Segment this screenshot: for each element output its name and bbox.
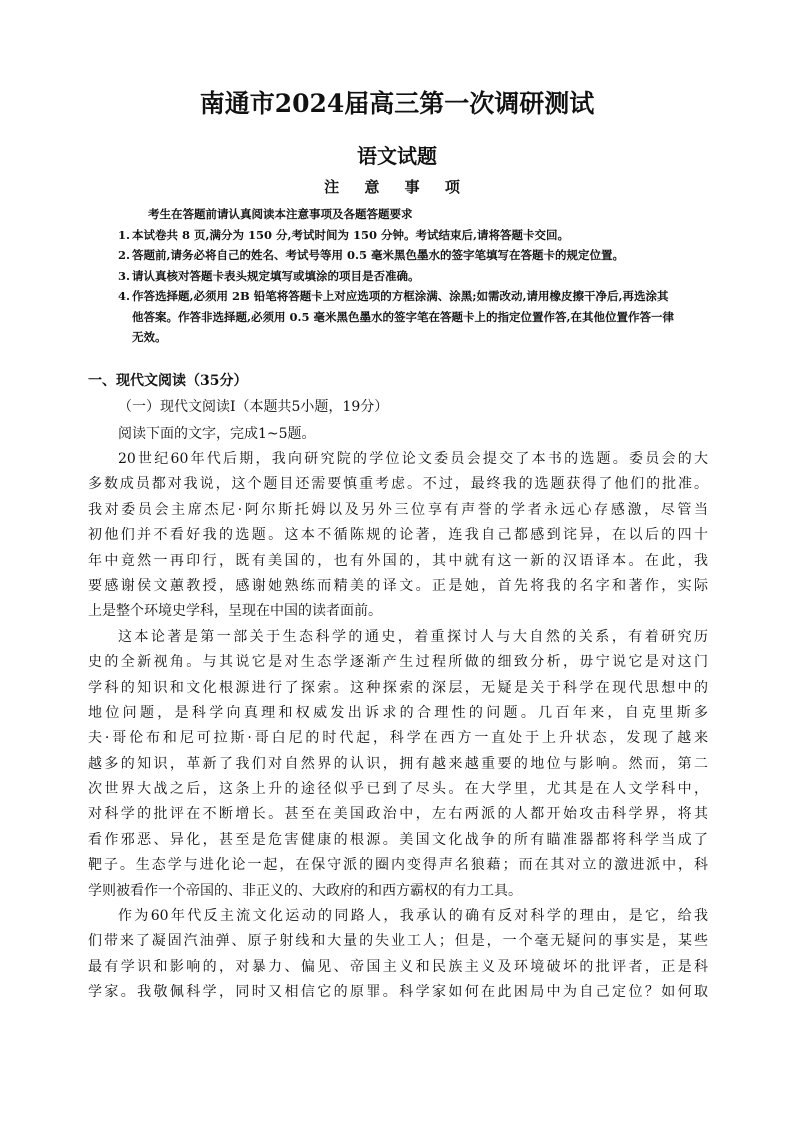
notice-item-text: 答题前,请务必将自己的姓名、考试号等用 0.5 毫米黑色墨水的签字笔填写在答题卡的规定位置。 — [132, 248, 625, 262]
passage-line: 地位问题，是科学向真理和权威发出诉求的合理性的问题。几百年来，自克里斯多 — [88, 704, 708, 721]
passage-line: 这本论著是第一部关于生态科学的通史，着重探讨人与大自然的关系，有着研究历 — [118, 628, 708, 645]
notice-block — [118, 204, 678, 348]
notice-item-text: 作答选择题,必须用 2B 铅笔将答题卡上对应选项的方框涂满、涂黑;如需改动,请用橡皮擦干净后,再选涂其他答案。作答非选择题,必须用 0.5 毫米黑色墨水的签字笔在答题卡上的指定位置作答,在其他位置作答一律无效。 — [132, 289, 675, 344]
reading-passage — [88, 447, 708, 1006]
passage-line: 年中竟然一再印行，既有美国的，也有外国的，其中就有这一新的汉语译本。在此，我 — [88, 552, 708, 569]
passage-line: 对科学的批评在不断增长。甚至在美国政治中，左右两派的人都开始攻击科学界，将其 — [88, 806, 708, 823]
notice-item-number: 4. — [118, 289, 131, 303]
exam-main-title: 南通市2024届高三第一次调研测试 — [199, 89, 595, 118]
passage-line: 上是整个环境史学科，呈现在中国的读者面前。 — [88, 603, 382, 620]
notice-item-text: 本试卷共 8 页,满分为 150 分,考试时间为 150 分钟。考试结束后,请将答题卡交回。 — [132, 227, 570, 242]
passage-line: 次世界大战之后，这条上升的途径似乎已到了尽头。在大学里，尤其是在人文学科中， — [88, 781, 708, 798]
passage-line: 多数成员都对我说，这个题目还需要慎重考虑。不过，最终我的选题获得了他们的批准。 — [88, 476, 708, 493]
passage-line: 学则被看作一个帝国的、非正义的、大政府的和西方霸权的有力工具。 — [88, 882, 522, 899]
notice-title: 注 意 事 项 — [324, 178, 470, 196]
notice-item-number: 1. — [118, 227, 131, 242]
passage-line: 越多的知识，革新了我们对自然界的认识，拥有越来越重要的地位与影响。然而，第二 — [88, 755, 708, 772]
passage-line: 们带来了凝固汽油弹、原子射线和大量的失业工人；但是，一个毫无疑问的事实是，某些 — [88, 933, 708, 950]
passage-line: 学科的知识和文化根源进行了探索。这种探索的深层，无疑是关于科学在现代思想中的 — [88, 679, 708, 696]
passage-line: 夫·哥伦布和尼可拉斯·哥白尼的时代起，科学在西方一直处于上升状态，发现了越来 — [88, 730, 708, 747]
notice-item-number: 3. — [118, 268, 131, 283]
notice-item-text: 请认真核对答题卡表头规定填写或填涂的项目是否准确。 — [132, 268, 420, 283]
notice-intro: 考生在答题前请认真阅读本注意事项及各题答题要求 — [148, 207, 413, 221]
passage-line: 要感谢侯文蕙教授，感谢她熟练而精美的译文。正是她，首先将我的名字和著作，实际 — [88, 577, 708, 594]
notice-item — [118, 286, 678, 348]
passage-line: 学家。我敬佩科学，同时又相信它的原罪。科学家如何在此困局中为自己定位？如何取 — [88, 984, 708, 1001]
passage-line: 初他们并不看好我的选题。这本不循陈规的论著，连我自己都感到诧异，在以后的四十 — [88, 527, 708, 544]
passage-line: 作为60年代反主流文化运动的同路人，我承认的确有反对科学的理由，是它，给我 — [118, 908, 708, 925]
notice-item-number: 2. — [118, 248, 131, 262]
notice-item — [118, 245, 678, 266]
passage-line: 我对委员会主席杰尼·阿尔斯托姆以及另外三位享有声誉的学者永远心存感激，尽管当 — [88, 501, 708, 518]
passage-line: 史的全新视角。与其说它是对生态学逐渐产生过程所做的细致分析，毋宁说它是对这门 — [88, 654, 708, 671]
passage-line: 靶子。生态学与进化论一起，在保守派的圈内变得声名狼藉；而在其对立的激进派中，科 — [88, 857, 708, 874]
notice-item — [118, 225, 678, 246]
reading-instruction: 阅读下面的文字，完成1~5题。 — [118, 426, 316, 442]
subject-title: 语文试题 — [357, 144, 437, 168]
passage-line: 看作邪恶、异化，甚至是危害健康的根源。美国文化战争的所有瞄准器都将科学当成了 — [88, 831, 708, 848]
passage-line: 20世纪60年代后期，我向研究院的学位论文委员会提交了本书的选题。委员会的大 — [118, 451, 708, 467]
section-heading: 一、现代文阅读（35分） — [88, 373, 248, 389]
notice-item — [118, 266, 678, 287]
passage-line: 最有学识和影响的，对暴力、偏见、帝国主义和民族主义及环境破坏的批评者，正是科 — [88, 958, 708, 975]
section-sub-heading: （一）现代文阅读Ⅰ（本题共5小题，19分） — [118, 399, 389, 415]
